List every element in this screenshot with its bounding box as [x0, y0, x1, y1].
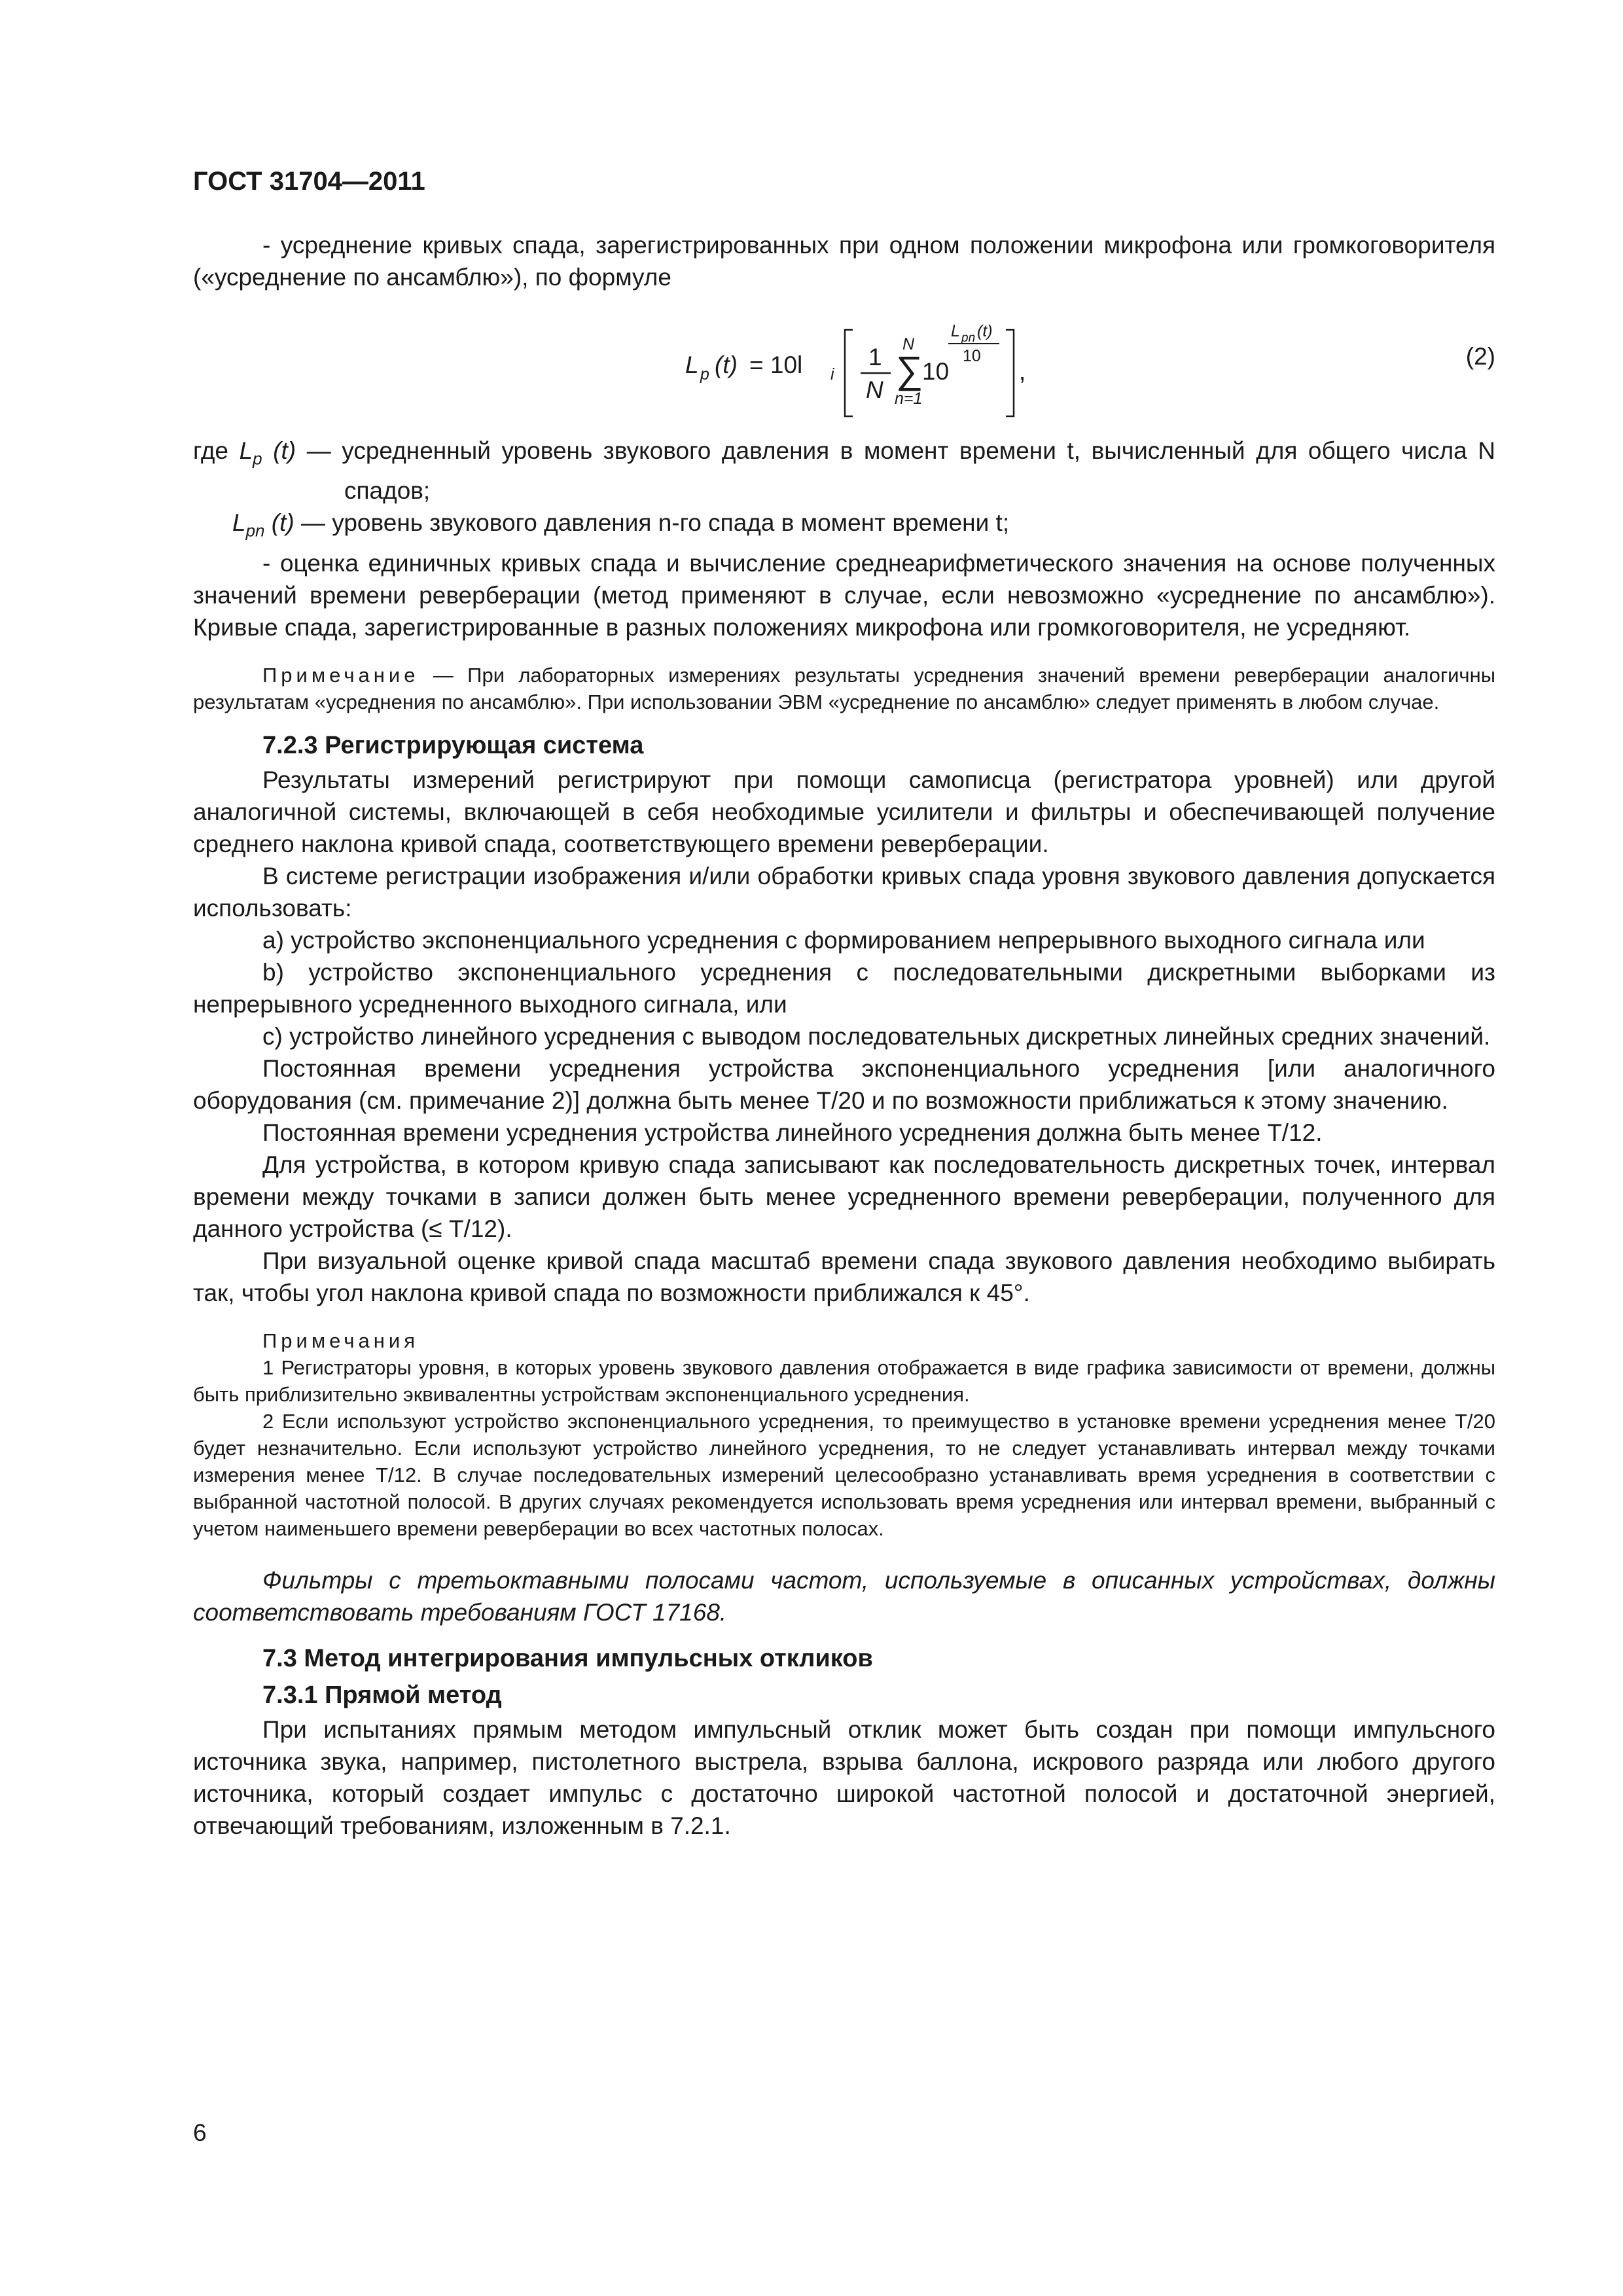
exp-den: 10	[963, 347, 981, 365]
formula-number: (2)	[1465, 343, 1495, 370]
where-Lp-sub: p	[253, 448, 262, 469]
formula-eq-sub: i	[830, 365, 834, 384]
sum-bot: n=1	[895, 389, 923, 408]
note-label: Примечание	[262, 663, 419, 687]
exp-t: (t)	[977, 322, 993, 340]
page-number: 6	[193, 2119, 207, 2146]
where-Lpn-symbol: L	[232, 509, 246, 537]
frac-den: N	[866, 376, 883, 403]
section-7-3-title: 7.3 Метод интегрирования импульсных откликов	[262, 1644, 873, 1672]
formula-lhs-sub: p	[700, 365, 709, 384]
section-7-2-3-title: 7.2.3 Регистрирующая система	[262, 731, 644, 759]
paragraph-723-6: При визуальной оценке кривой спада масштаб времени спада звукового давления необходимо выбирать так, чтобы угол наклона кривой спада по возможности приближался к 45°.	[193, 1247, 1495, 1306]
formula-eq: = 10l	[749, 351, 803, 378]
list-item-c: c) устройство линейного усреднения с выводом последовательных дискретных линейных средних значений.	[262, 1022, 1491, 1050]
where-Lp-arg: (t)	[262, 437, 296, 464]
where-Lp-text: — усредненный уровень звукового давления в момент времени t, вычисленный для общего числа N спадов;	[296, 437, 1496, 505]
left-bracket	[845, 330, 853, 416]
formula-graphic	[193, 297, 1495, 428]
formula-base: 10	[922, 358, 950, 385]
paragraph-ensemble-averaging: - усреднение кривых спада, зарегистрированных при одном положении микрофона или громкоговорителя («усреднение по ансамблю»), по формуле	[193, 232, 1495, 291]
where-Lpn	[193, 507, 1495, 547]
where-Lpn-sub: pn	[245, 520, 265, 541]
note-2-1: 1 Регистраторы уровня, в которых уровень звукового давления отображается в виде графика зависимости от времени, должны быть приблизительно эквивалентны устройствам экспоненциального усреднения.	[193, 1355, 1495, 1406]
where-Lpn-text: — уровень звукового давления n-го спада в момент времени t;	[294, 509, 1010, 537]
document-page	[193, 167, 1495, 1842]
frac-num: 1	[868, 344, 882, 370]
exp-num: L	[951, 322, 960, 340]
exp-sub: pn	[961, 331, 976, 345]
where-prefix: где	[193, 437, 240, 464]
standard-header: ГОСТ 31704—2011	[193, 167, 425, 196]
list-item-b: b) устройство экспоненциального усреднения с последовательными дискретными выборками из непрерывного усредненного выходного сигнала, или	[193, 958, 1495, 1018]
sum-top: N	[902, 335, 915, 353]
list-item-a: a) устройство экспоненциального усреднения с формированием непрерывного выходного сигнала или	[262, 926, 1425, 954]
where-Lp	[193, 435, 1495, 507]
paragraph-723-4: Постоянная времени усреднения устройства линейного усреднения должна быть менее T/12.	[262, 1119, 1323, 1146]
formula-lhs-L: L	[685, 351, 699, 378]
paragraph-single-curves: - оценка единичных кривых спада и вычисление среднеарифметического значения на основе полученных значений времени реверберации (метод применяют в случае, если невозможно «усреднение по ансамблю»). Кривые спада, зарегистрированные в разных положениях микрофона или громкоговорителя, не усредняют.	[193, 549, 1495, 641]
paragraph-filters: Фильтры с третьоктавными полосами частот, используемые в описанных устройствах, должны соответствовать требованиям ГОСТ 17168.	[193, 1566, 1495, 1626]
note-text: — При лабораторных измерениях результаты усреднения значений времени реверберации аналогичны результатам «усреднения по ансамблю». При использовании ЭВМ «усреднение по ансамблю» следует применять в любом случае.	[193, 663, 1495, 713]
section-7-3-1-title: 7.3.1 Прямой метод	[262, 1681, 502, 1709]
formula-lhs-t: (t)	[715, 351, 738, 378]
sigma-symbol: ∑	[896, 349, 923, 391]
paragraph-723-3: Постоянная времени усреднения устройства экспоненциального усреднения [или аналогичного оборудования (см. примечание 2)] должна быть менее T/20 и по возможности приближаться к этому значению.	[193, 1054, 1495, 1114]
notes-label: Примечания	[262, 1329, 419, 1352]
where-Lpn-arg: (t)	[264, 509, 294, 537]
note-1	[193, 662, 1495, 715]
where-Lp-symbol: L	[239, 437, 253, 464]
paragraph-723-2: В системе регистрации изображения и/или обработки кривых спада уровня звукового давления допускается использовать:	[193, 862, 1495, 922]
note-2-2: 2 Если используют устройство экспоненциального усреднения, то преимущество в установке времени усреднения менее T/20 будет незначительно. Если используют устройство линейного усреднения, то не следует устанавливать интервал между точками измерения менее T/12. В случае последовательных измерений целесообразно устанавливать время усреднения в соответствии с выбранной частотной полосой. В других случаях рекомендуется использовать время усреднения или интервал времени, выбранный с учетом наименьшего времени реверберации во всех частотных полосах.	[193, 1409, 1495, 1540]
formula-comma: ,	[1019, 358, 1026, 385]
formula-2	[193, 297, 1495, 428]
right-bracket	[1006, 330, 1014, 416]
paragraph-723-1: Результаты измерений регистрируют при помощи самописца (регистратора уровней) или другой аналогичной системы, включающей в себя необходимые усилители и фильтры и обеспечивающей получение среднего наклона кривой спада, соответствующего времени реверберации.	[193, 766, 1495, 857]
paragraph-723-5: Для устройства, в котором кривую спада записывают как последовательность дискретных точек, интервал времени между точками в записи должен быть менее усредненного времени реверберации, полученного для данного устройства (≤ T/12).	[193, 1151, 1495, 1242]
paragraph-731: При испытаниях прямым методом импульсный отклик может быть создан при помощи импульсного источника звука, например, пистолетного выстрела, взрыва баллона, искрового разряда или любого другого источника, который создает импульс с достаточно широкой частотной полосой и достаточной энергией, отвечающий требованиям, изложенным в 7.2.1.	[193, 1715, 1495, 1839]
